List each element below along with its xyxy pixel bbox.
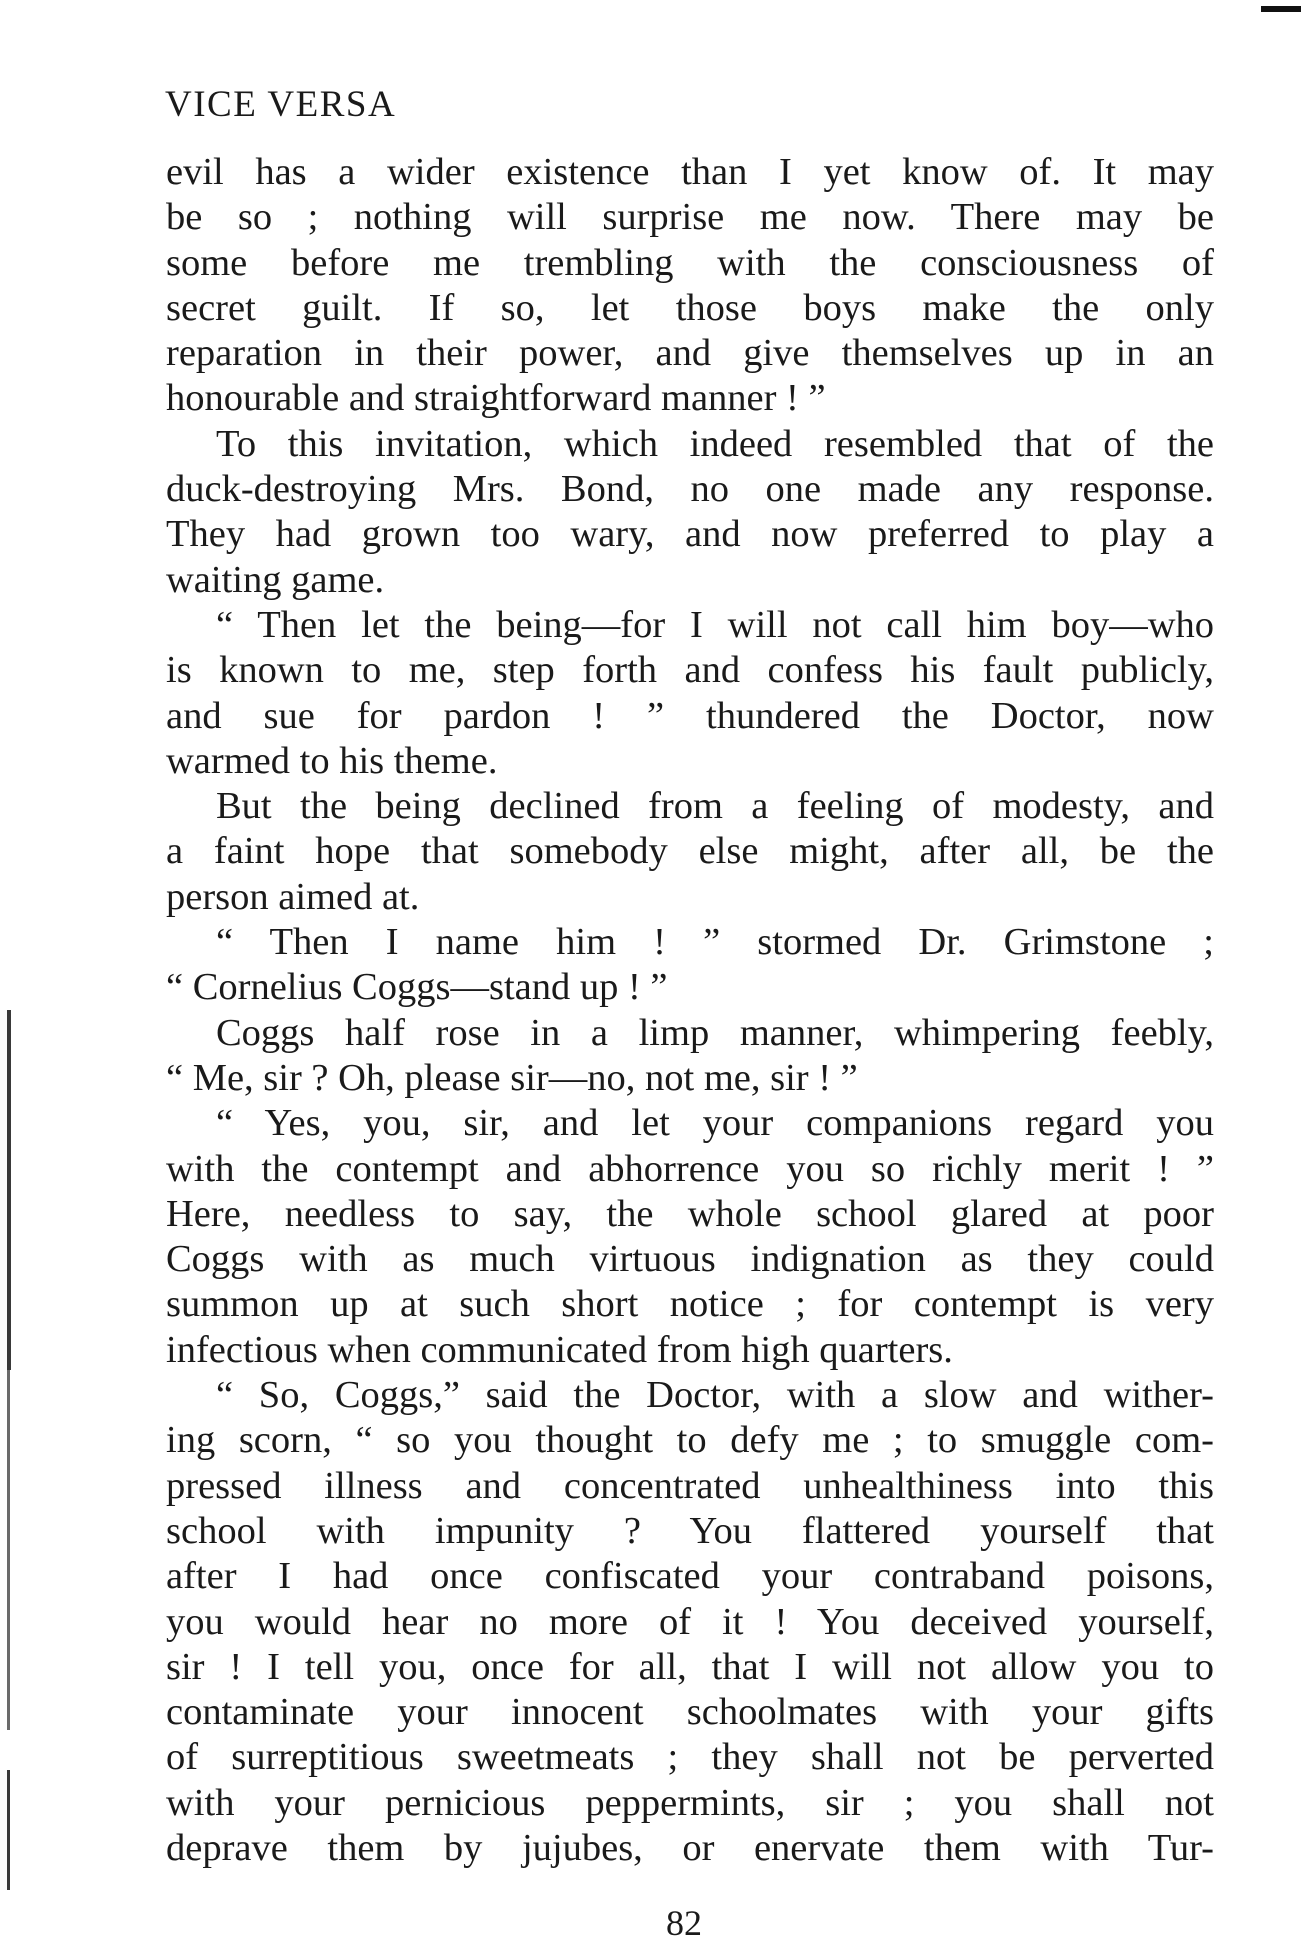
running-head: VICE VERSA xyxy=(165,84,397,125)
page-number: 82 xyxy=(666,1903,702,1943)
text-line: some before me trembling with the consciousness of xyxy=(166,241,1214,284)
scan-mark xyxy=(1261,6,1301,12)
text-line: pressed illness and concentrated unhealthiness into this xyxy=(166,1464,1214,1507)
text-line: evil has a wider existence than I yet know of. It may xyxy=(166,151,1214,193)
scan-edge-shadow xyxy=(7,1010,11,1370)
scan-edge-shadow xyxy=(7,1370,10,1730)
text-line: warmed to his theme. xyxy=(166,739,498,782)
text-line: Coggs half rose in a limp manner, whimpering feebly, xyxy=(216,1011,1214,1054)
text-line: honourable and straightforward manner ! ” xyxy=(166,377,826,420)
text-line: “ Yes, you, sir, and let your companions regard you xyxy=(216,1102,1214,1145)
text-line: after I had once confiscated your contraband poisons, xyxy=(166,1555,1214,1598)
text-line: infectious when communicated from high quarters. xyxy=(166,1328,953,1371)
text-line: with the contempt and abhorrence you so richly merit ! ” xyxy=(166,1147,1214,1190)
text-line: But the being declined from a feeling of modesty, and xyxy=(216,785,1214,828)
text-line: you would hear no more of it ! You deceived yourself, xyxy=(166,1600,1214,1643)
text-line: They had grown too wary, and now preferred to play a xyxy=(166,513,1214,556)
text-line: person aimed at. xyxy=(166,875,420,918)
text-line: “ So, Coggs,” said the Doctor, with a slow and wither- xyxy=(216,1374,1214,1417)
text-line: “ Cornelius Coggs—stand up ! ” xyxy=(166,966,668,1009)
text-line: secret guilt. If so, let those boys make the only xyxy=(166,286,1214,329)
text-line: Here, needless to say, the whole school glared at poor xyxy=(166,1192,1214,1235)
text-line: contaminate your innocent schoolmates with your gifts xyxy=(166,1691,1214,1734)
text-line: with your pernicious peppermints, sir ; you shall not xyxy=(166,1781,1214,1824)
text-line: “ Then let the being—for I will not call him boy—who xyxy=(216,603,1214,646)
text-line: sir ! I tell you, once for all, that I will not allow you to xyxy=(166,1645,1214,1688)
text-line: reparation in their power, and give themselves up in an xyxy=(166,332,1214,375)
text-line: Coggs with as much virtuous indignation as they could xyxy=(166,1238,1214,1281)
scan-edge-shadow xyxy=(7,1770,10,1890)
text-line: of surreptitious sweetmeats ; they shall not be perverted xyxy=(166,1736,1214,1779)
body-text xyxy=(166,150,1214,1871)
text-line: be so ; nothing will surprise me now. There may be xyxy=(166,196,1214,239)
text-line: duck-destroying Mrs. Bond, no one made any response. xyxy=(166,468,1214,511)
text-line: To this invitation, which indeed resembled that of the xyxy=(216,422,1214,465)
text-line: is known to me, step forth and confess his fault publicly, xyxy=(166,649,1214,692)
text-line: “ Me, sir ? Oh, please sir—no, not me, sir ! ” xyxy=(166,1056,858,1099)
text-line: summon up at such short notice ; for contempt is very xyxy=(166,1283,1214,1326)
text-line: ing scorn, “ so you thought to defy me ; to smuggle com- xyxy=(166,1419,1214,1462)
text-line: and sue for pardon ! ” thundered the Doctor, now xyxy=(166,694,1214,737)
text-line: school with impunity ? You flattered yourself that xyxy=(166,1509,1214,1552)
text-line: deprave them by jujubes, or enervate them with Tur- xyxy=(166,1826,1214,1869)
text-line: “ Then I name him ! ” stormed Dr. Grimstone ; xyxy=(216,921,1214,964)
text-line: a faint hope that somebody else might, after all, be the xyxy=(166,830,1214,873)
text-line: waiting game. xyxy=(166,558,385,601)
